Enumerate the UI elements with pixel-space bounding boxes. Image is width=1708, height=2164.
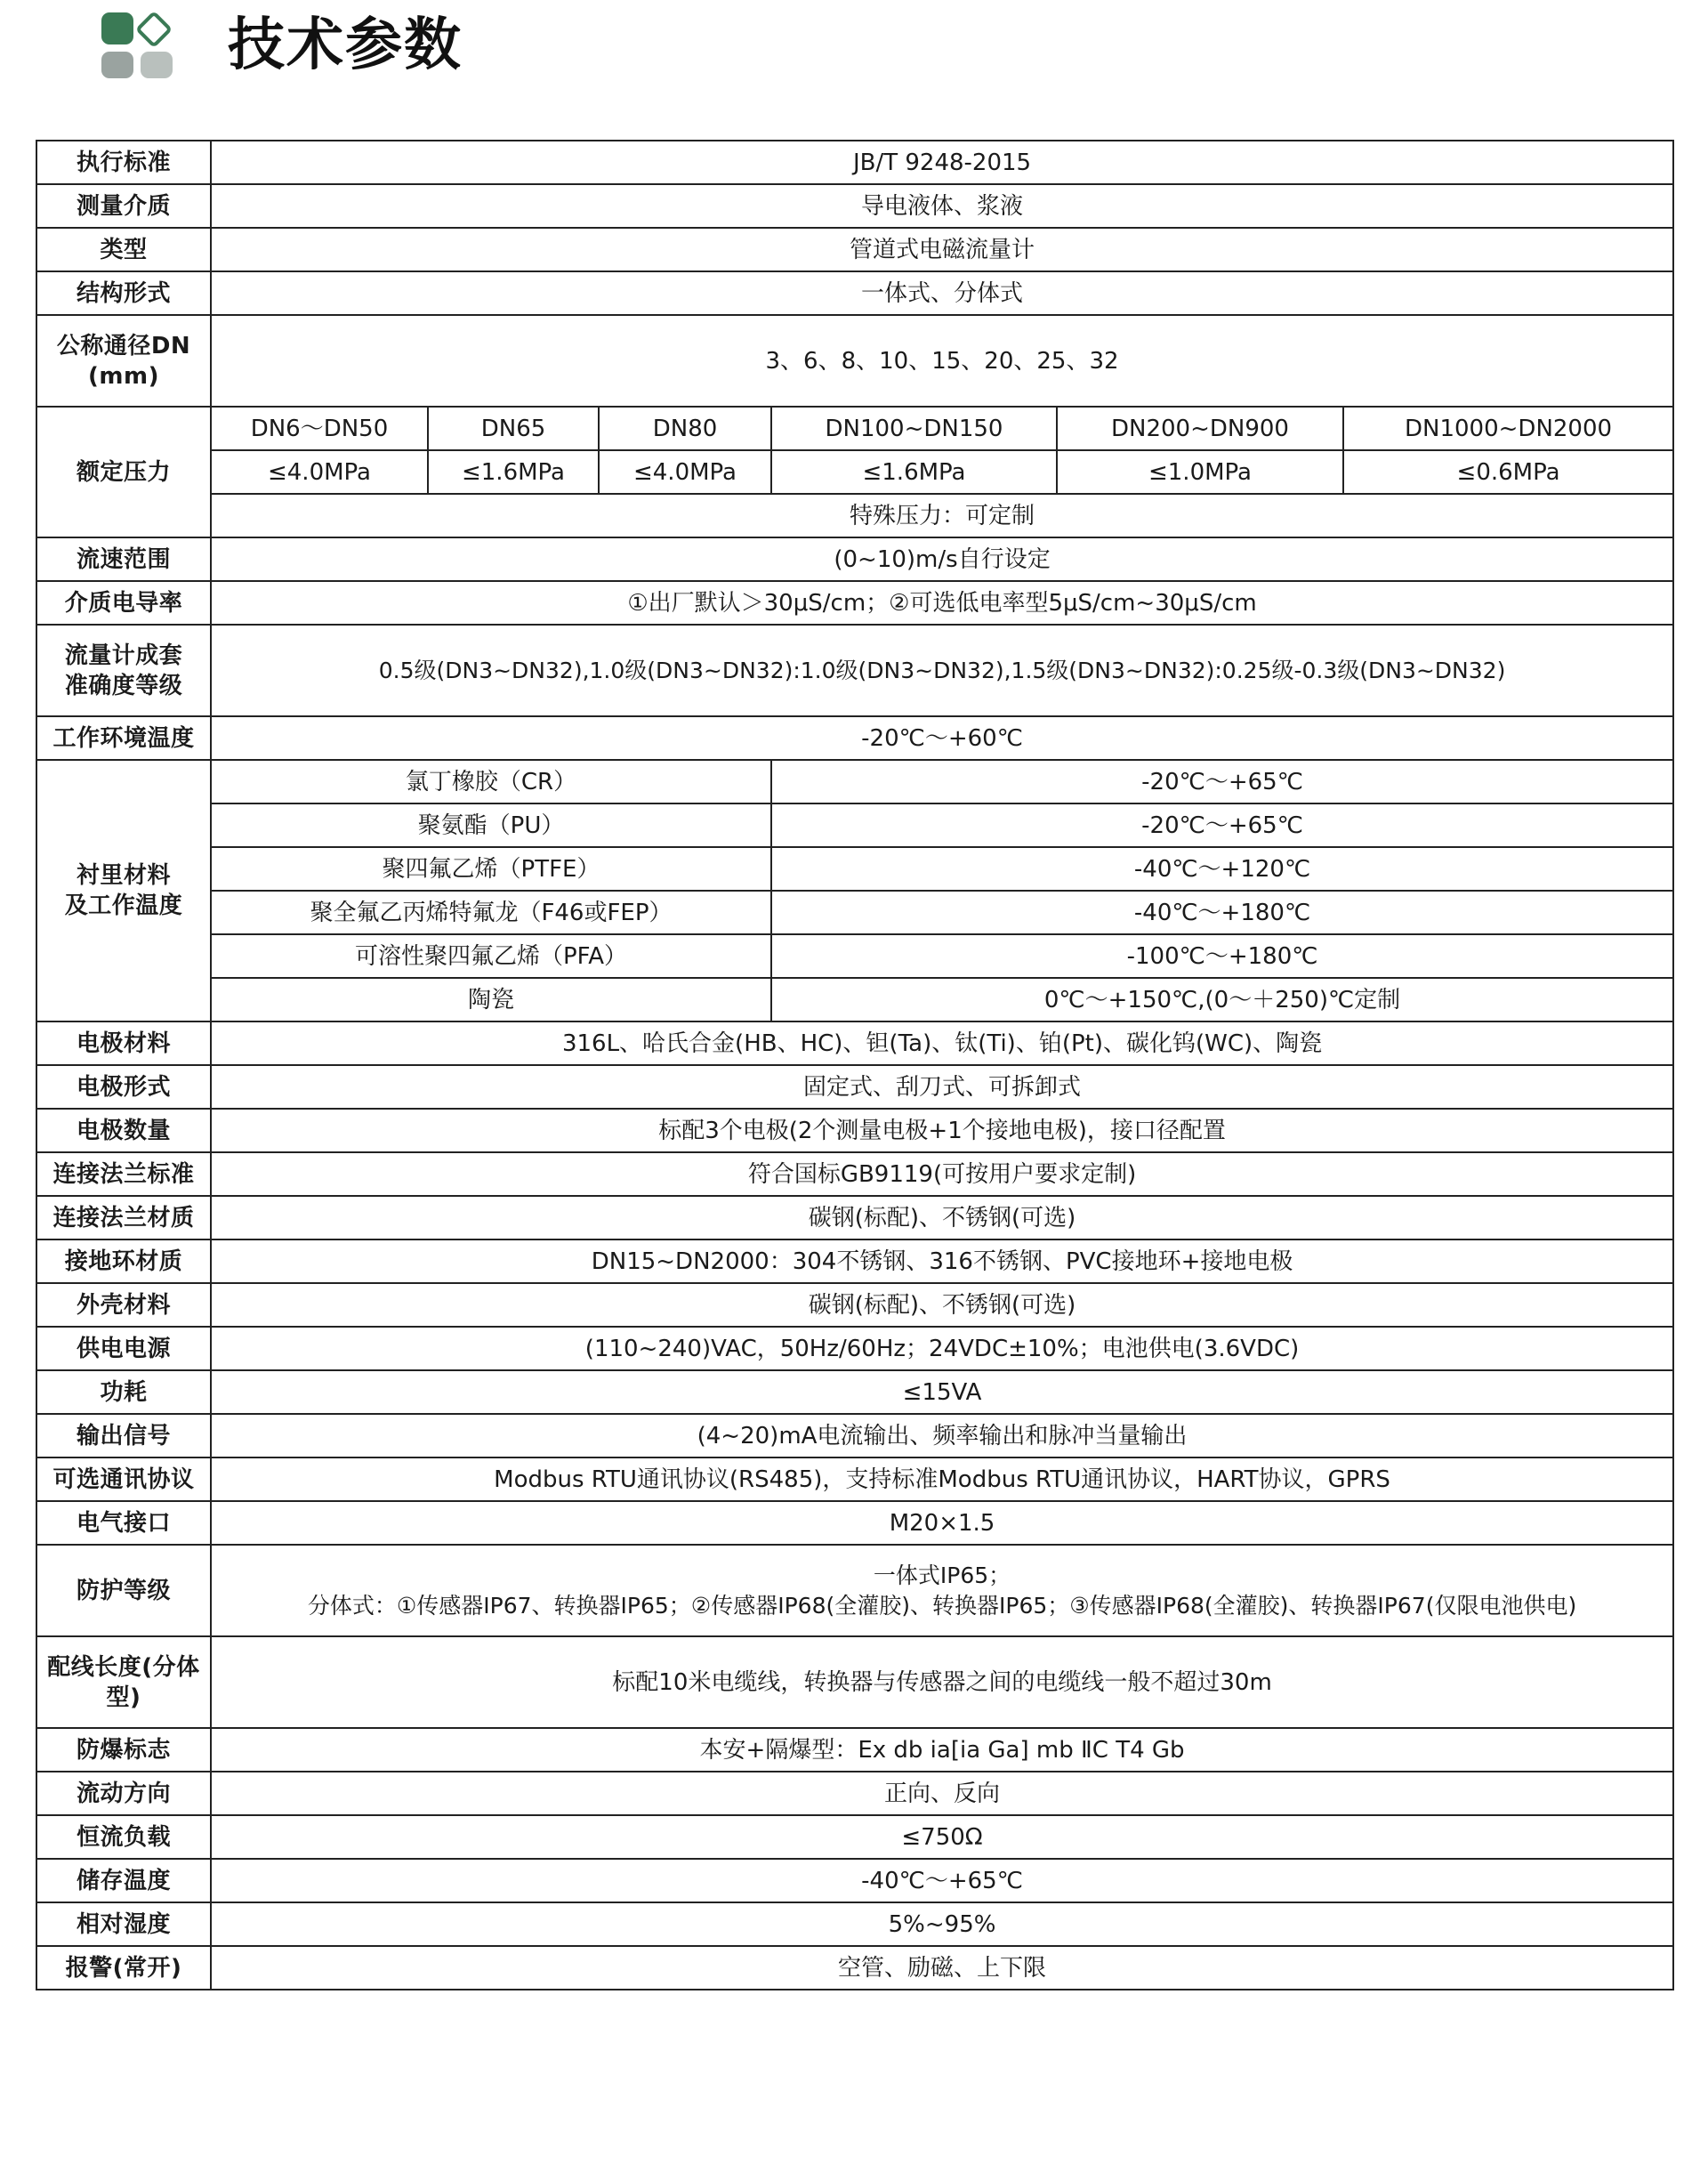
pressure-value: ≤0.6MPa [1343,450,1673,494]
pressure-range: DN6～DN50 [211,407,428,450]
row-value: (110~240)VAC，50Hz/60Hz；24VDC±10%；电池供电(3.6VDC) [211,1327,1673,1370]
row-label: 额定压力 [36,407,211,537]
row-value: 本安+隔爆型：Ex db ia[ia Ga] mb ⅡC T4 Gb [211,1728,1673,1772]
table-row [36,934,1673,978]
row-value: (4~20)mA电流输出、频率输出和脉冲当量输出 [211,1414,1673,1457]
lining-temp: -20℃～+65℃ [771,803,1673,847]
table-row [36,1021,1673,1065]
row-value: 导电液体、浆液 [211,184,1673,228]
table-row [36,407,1673,450]
row-label: 相对湿度 [36,1902,211,1946]
value-line: 一体式IP65； [873,1562,1011,1588]
row-value: 3、6、8、10、15、20、25、32 [211,315,1673,407]
table-row [36,978,1673,1021]
lining-material: 聚四氟乙烯（PTFE） [211,847,771,891]
row-label: 流动方向 [36,1772,211,1815]
label-line: 流量计成套 [64,642,183,669]
lining-temp: -40℃～+180℃ [771,891,1673,934]
lining-material: 氯丁橡胶（CR） [211,760,771,803]
table-row [36,1728,1673,1772]
pressure-range: DN1000~DN2000 [1343,407,1673,450]
table-row [36,450,1673,494]
row-label: 结构形式 [36,271,211,315]
row-value: 0.5级(DN3~DN32),1.0级(DN3~DN32):1.0级(DN3~DN32),1.5级(DN3~DN32):0.25级-0.3级(DN3~DN32) [211,625,1673,716]
lining-material: 可溶性聚四氟乙烯（PFA） [211,934,771,978]
pressure-special: 特殊压力：可定制 [211,494,1673,537]
table-row [36,494,1673,537]
row-label: 电极数量 [36,1109,211,1152]
row-value: ①出厂默认＞30μS/cm；②可选低电率型5μS/cm~30μS/cm [211,581,1673,625]
pressure-value: ≤1.0MPa [1057,450,1343,494]
row-value: 正向、反向 [211,1772,1673,1815]
spec-table [36,140,1674,1990]
label-line: 准确度等级 [64,672,183,699]
row-label [36,315,211,407]
lining-temp: -20℃～+65℃ [771,760,1673,803]
pressure-value: ≤4.0MPa [211,450,428,494]
row-value: ≤750Ω [211,1815,1673,1859]
table-row [36,1815,1673,1859]
table-row [36,1152,1673,1196]
table-row [36,803,1673,847]
table-row [36,1327,1673,1370]
row-label: 测量介质 [36,184,211,228]
row-label: 电气接口 [36,1501,211,1545]
row-value: 符合国标GB9119(可按用户要求定制) [211,1152,1673,1196]
table-row [36,891,1673,934]
row-label: 介质电导率 [36,581,211,625]
row-value: -20℃～+60℃ [211,716,1673,760]
row-label: 外壳材料 [36,1283,211,1327]
row-label: 防护等级 [36,1545,211,1636]
label-line: 公称通径DN [56,332,191,359]
table-row [36,625,1673,716]
row-label [36,760,211,1021]
pressure-value: ≤1.6MPa [428,450,599,494]
table-row [36,1772,1673,1815]
table-row [36,1946,1673,1990]
lining-temp: 0℃～+150℃,(0～＋250)℃定制 [771,978,1673,1021]
row-label: 连接法兰标准 [36,1152,211,1196]
lining-material: 陶瓷 [211,978,771,1021]
page-header [98,0,721,89]
pressure-value: ≤1.6MPa [771,450,1057,494]
pressure-range: DN80 [599,407,771,450]
table-row [36,1902,1673,1946]
page-title: 技术参数 [228,12,463,78]
row-label: 电极材料 [36,1021,211,1065]
row-value: 标配10米电缆线，转换器与传感器之间的电缆线一般不超过30m [211,1636,1673,1728]
pressure-value: ≤4.0MPa [599,450,771,494]
table-row [36,184,1673,228]
row-label: 输出信号 [36,1414,211,1457]
table-row [36,1065,1673,1109]
table-row [36,760,1673,803]
row-value: 碳钢(标配)、不锈钢(可选) [211,1283,1673,1327]
table-row [36,1109,1673,1152]
label-line: 及工作温度 [64,892,183,919]
row-label: 防爆标志 [36,1728,211,1772]
table-row [36,716,1673,760]
table-row [36,1501,1673,1545]
pressure-range: DN65 [428,407,599,450]
row-label: 流速范围 [36,537,211,581]
row-label: 供电电源 [36,1327,211,1370]
row-label: 执行标准 [36,141,211,184]
row-value: 碳钢(标配)、不锈钢(可选) [211,1196,1673,1239]
lining-temp: -100℃～+180℃ [771,934,1673,978]
row-value: M20×1.5 [211,1501,1673,1545]
row-value [211,1545,1673,1636]
row-label [36,625,211,716]
table-row [36,1859,1673,1902]
row-value: 固定式、刮刀式、可拆卸式 [211,1065,1673,1109]
row-value: (0~10)m/s自行设定 [211,537,1673,581]
table-row [36,1457,1673,1501]
table-row [36,847,1673,891]
row-label: 电极形式 [36,1065,211,1109]
table-row [36,315,1673,407]
table-row [36,1636,1673,1728]
row-value: 标配3个电极(2个测量电极+1个接地电极)，接口径配置 [211,1109,1673,1152]
row-value: JB/T 9248-2015 [211,141,1673,184]
row-value: DN15~DN2000：304不锈钢、316不锈钢、PVC接地环+接地电极 [211,1239,1673,1283]
label-line: 型) [106,1684,141,1711]
label-line: 配线长度(分体 [47,1653,200,1681]
section-logo-icon [98,9,180,82]
row-value: 316L、哈氏合金(HB、HC)、钽(Ta)、钛(Ti)、铂(Pt)、碳化钨(WC)、陶瓷 [211,1021,1673,1065]
row-label: 工作环境温度 [36,716,211,760]
table-row [36,537,1673,581]
table-row [36,271,1673,315]
table-row [36,1414,1673,1457]
pressure-range: DN100~DN150 [771,407,1057,450]
row-value: Modbus RTU通讯协议(RS485)，支持标准Modbus RTU通讯协议，HART协议，GPRS [211,1457,1673,1501]
lining-material: 聚全氟乙丙烯特氟龙（F46或FEP） [211,891,771,934]
value-line: 分体式：①传感器IP67、转换器IP65；②传感器IP68(全灌胶)、转换器IP65；③传感器IP68(全灌胶)、转换器IP67(仅限电池供电) [307,1592,1577,1619]
row-label: 报警(常开) [36,1946,211,1990]
row-value: 管道式电磁流量计 [211,228,1673,271]
table-row [36,581,1673,625]
table-row [36,1370,1673,1414]
row-value: 空管、励磁、上下限 [211,1946,1673,1990]
row-value: ≤15VA [211,1370,1673,1414]
row-label: 连接法兰材质 [36,1196,211,1239]
table-row [36,1283,1673,1327]
table-row [36,1239,1673,1283]
row-label: 恒流负载 [36,1815,211,1859]
label-line: 衬里材料 [76,862,171,889]
label-line: (mm) [88,362,159,390]
row-value: -40℃～+65℃ [211,1859,1673,1902]
pressure-range: DN200~DN900 [1057,407,1343,450]
row-label: 可选通讯协议 [36,1457,211,1501]
table-row [36,1545,1673,1636]
table-row [36,228,1673,271]
lining-temp: -40℃～+120℃ [771,847,1673,891]
row-label [36,1636,211,1728]
table-row [36,141,1673,184]
row-label: 功耗 [36,1370,211,1414]
row-value: 一体式、分体式 [211,271,1673,315]
row-label: 类型 [36,228,211,271]
row-label: 储存温度 [36,1859,211,1902]
table-row [36,1196,1673,1239]
row-value: 5%~95% [211,1902,1673,1946]
row-label: 接地环材质 [36,1239,211,1283]
lining-material: 聚氨酯（PU） [211,803,771,847]
